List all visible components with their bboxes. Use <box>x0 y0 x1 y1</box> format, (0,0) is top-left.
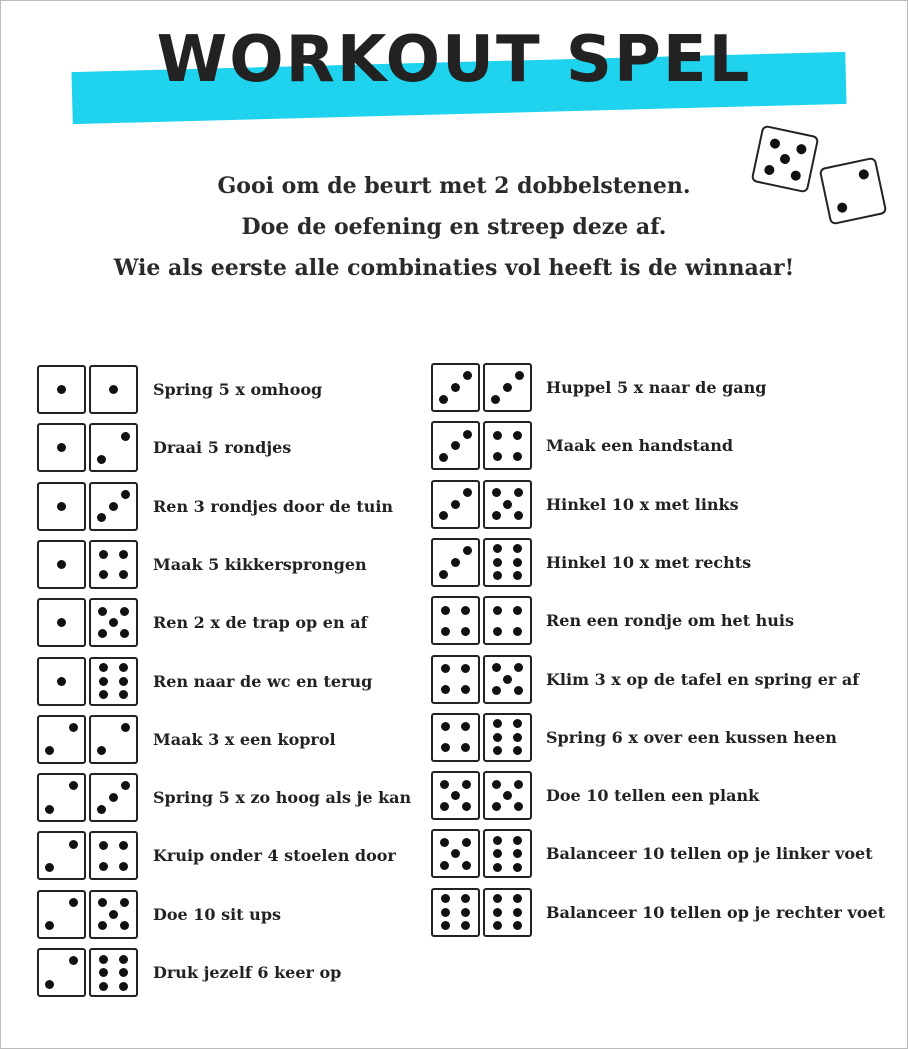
pip <box>493 719 502 728</box>
pip <box>451 558 460 567</box>
intro-line-3: Wie als eerste alle combinaties vol heeft is de winnaar! <box>113 255 795 281</box>
pip <box>98 921 107 930</box>
pip <box>461 627 470 636</box>
pip <box>492 488 501 497</box>
die-face-5 <box>431 771 480 820</box>
die-face-1 <box>89 365 138 414</box>
pip <box>121 781 130 790</box>
pip <box>492 686 501 695</box>
pip <box>45 863 54 872</box>
pip <box>493 606 502 615</box>
intro-text <box>0 166 908 289</box>
die-face-3 <box>431 480 480 529</box>
pip <box>514 663 523 672</box>
pip <box>493 836 502 845</box>
pip <box>513 627 522 636</box>
die-face-6 <box>431 888 480 937</box>
die-face-3 <box>431 421 480 470</box>
die-face-5 <box>483 771 532 820</box>
pip <box>441 685 450 694</box>
pip <box>493 921 502 930</box>
pip <box>779 153 791 165</box>
pip <box>493 849 502 858</box>
pip <box>513 894 522 903</box>
exercise-label: Doe 10 tellen een plank <box>546 786 760 806</box>
pip <box>795 143 807 155</box>
pip <box>493 544 502 553</box>
pip <box>99 862 108 871</box>
pip <box>119 968 128 977</box>
pip <box>119 550 128 559</box>
die-face-1 <box>37 540 86 589</box>
pip <box>492 511 501 520</box>
exercise-label: Druk jezelf 6 keer op <box>153 963 342 982</box>
pip <box>503 675 512 684</box>
pip <box>451 849 460 858</box>
pip <box>119 690 128 699</box>
pip <box>99 968 108 977</box>
pip <box>513 719 522 728</box>
pip <box>119 570 128 579</box>
pip <box>120 921 129 930</box>
pip <box>69 898 78 907</box>
pip <box>441 627 450 636</box>
pip <box>463 430 472 439</box>
pip <box>57 443 66 452</box>
pip <box>493 746 502 755</box>
pip <box>441 743 450 752</box>
pip <box>513 606 522 615</box>
die-face-4 <box>89 540 138 589</box>
pip <box>513 558 522 567</box>
pip <box>462 802 471 811</box>
pip <box>493 908 502 917</box>
die-face-2 <box>37 773 86 822</box>
pip <box>513 921 522 930</box>
exercise-label: Spring 5 x omhoog <box>153 380 323 399</box>
exercise-label: Ren 2 x de trap op en af <box>153 613 368 633</box>
pip <box>491 395 500 404</box>
exercise-label: Doe 10 sit ups <box>153 904 282 924</box>
pip <box>97 805 106 814</box>
pip <box>514 511 523 520</box>
die-face-6 <box>483 538 532 587</box>
pip <box>98 898 107 907</box>
die-face-3 <box>89 773 138 822</box>
pip <box>440 838 449 847</box>
pip <box>492 802 501 811</box>
pip <box>493 431 502 440</box>
die-face-3 <box>89 482 138 531</box>
pip <box>121 490 130 499</box>
pip <box>463 546 472 555</box>
pip <box>493 733 502 742</box>
pip <box>513 571 522 580</box>
pip <box>451 500 460 509</box>
pip <box>513 836 522 845</box>
die-face-5 <box>89 598 138 647</box>
pip <box>461 664 470 673</box>
die-face-5 <box>483 655 532 704</box>
die-face-3 <box>431 538 480 587</box>
pip <box>513 849 522 858</box>
pip <box>119 955 128 964</box>
exercise-label: Ren naar de wc en terug <box>153 671 373 691</box>
pip <box>493 452 502 461</box>
pip <box>461 743 470 752</box>
pip <box>120 898 129 907</box>
die-face-1 <box>37 598 86 647</box>
die-face-6 <box>89 948 138 997</box>
exercise-label: Huppel 5 x naar de gang <box>546 378 767 397</box>
pip <box>503 791 512 800</box>
pip <box>57 618 66 627</box>
pip <box>439 453 448 462</box>
pip <box>439 395 448 404</box>
exercise-label: Spring 6 x over een kussen heen <box>546 727 837 747</box>
exercise-label: Hinkel 10 x met rechts <box>546 552 752 572</box>
pip <box>57 560 66 569</box>
die-face-6 <box>483 829 532 878</box>
pip <box>463 488 472 497</box>
exercise-label: Ren een rondje om het huis <box>546 611 794 631</box>
die-face-2 <box>37 715 86 764</box>
pip <box>463 371 472 380</box>
pip <box>121 723 130 732</box>
die-face-1 <box>37 423 86 472</box>
die-face-5 <box>89 890 138 939</box>
pip <box>462 861 471 870</box>
die-face-2 <box>37 831 86 880</box>
die-face-2 <box>89 423 138 472</box>
pip <box>461 921 470 930</box>
intro-line-1: Gooi om de beurt met 2 dobbelstenen. <box>217 173 691 199</box>
pip <box>451 791 460 800</box>
pip <box>514 780 523 789</box>
pip <box>119 663 128 672</box>
pip <box>120 607 129 616</box>
pip <box>97 455 106 464</box>
pip <box>109 618 118 627</box>
pip <box>441 908 450 917</box>
pip <box>769 137 781 149</box>
pip <box>98 629 107 638</box>
pip <box>493 571 502 580</box>
pip <box>513 746 522 755</box>
exercise-label: Maak een handstand <box>546 436 734 456</box>
pip <box>514 802 523 811</box>
exercise-label: Maak 5 kikkersprongen <box>153 554 367 574</box>
pip <box>57 677 66 686</box>
pip <box>515 371 524 380</box>
die-face-1 <box>37 482 86 531</box>
die-face-4 <box>431 596 480 645</box>
pip <box>513 908 522 917</box>
die-face-5 <box>483 480 532 529</box>
page-title: WORKOUT SPEL <box>156 23 752 97</box>
pip <box>513 452 522 461</box>
pip <box>69 781 78 790</box>
exercise-label: Kruip onder 4 stoelen door <box>153 846 396 866</box>
die-face-4 <box>431 713 480 762</box>
pip <box>99 955 108 964</box>
pip <box>451 441 460 450</box>
die-face-5 <box>431 829 480 878</box>
pip <box>451 383 460 392</box>
pip <box>99 982 108 991</box>
pip <box>99 841 108 850</box>
pip <box>440 861 449 870</box>
pip <box>514 488 523 497</box>
pip <box>441 722 450 731</box>
pip <box>57 385 66 394</box>
pip <box>97 746 106 755</box>
die-face-2 <box>37 890 86 939</box>
pip <box>120 629 129 638</box>
pip <box>513 733 522 742</box>
die-face-2 <box>89 715 138 764</box>
pip <box>439 570 448 579</box>
die-face-4 <box>483 421 532 470</box>
pip <box>99 570 108 579</box>
pip <box>462 838 471 847</box>
exercise-label: Draai 5 rondjes <box>153 438 292 458</box>
pip <box>45 980 54 989</box>
pip <box>441 894 450 903</box>
pip <box>121 432 130 441</box>
pip <box>99 663 108 672</box>
pip <box>99 550 108 559</box>
die-face-6 <box>483 888 532 937</box>
pip <box>57 502 66 511</box>
pip <box>441 606 450 615</box>
die-face-3 <box>483 363 532 412</box>
pip <box>462 780 471 789</box>
exercise-label: Maak 3 x een koprol <box>153 729 336 749</box>
pip <box>461 722 470 731</box>
die-face-2 <box>37 948 86 997</box>
pip <box>439 511 448 520</box>
exercise-label: Balanceer 10 tellen op je linker voet <box>546 844 873 864</box>
pip <box>441 664 450 673</box>
pip <box>119 677 128 686</box>
pip <box>492 780 501 789</box>
pip <box>461 894 470 903</box>
die-face-4 <box>89 831 138 880</box>
pip <box>97 513 106 522</box>
pip <box>109 793 118 802</box>
die-face-1 <box>37 657 86 706</box>
pip <box>461 685 470 694</box>
die-face-4 <box>431 655 480 704</box>
pip <box>99 690 108 699</box>
pip <box>440 802 449 811</box>
pip <box>503 500 512 509</box>
exercise-label: Ren 3 rondjes door de tuin <box>153 496 394 516</box>
pip <box>109 502 118 511</box>
pip <box>98 607 107 616</box>
intro-line-2: Doe de oefening en streep deze af. <box>241 214 667 240</box>
die-face-4 <box>483 596 532 645</box>
pip <box>493 863 502 872</box>
pip <box>119 841 128 850</box>
pip <box>461 606 470 615</box>
pip <box>493 627 502 636</box>
exercise-label: Klim 3 x op de tafel en spring er af <box>546 669 860 689</box>
die-face-3 <box>431 363 480 412</box>
pip <box>493 558 502 567</box>
die-face-1 <box>37 365 86 414</box>
pip <box>109 910 118 919</box>
pip <box>45 805 54 814</box>
pip <box>119 982 128 991</box>
pip <box>99 677 108 686</box>
pip <box>461 908 470 917</box>
pip <box>513 431 522 440</box>
die-face-6 <box>89 657 138 706</box>
exercise-label: Hinkel 10 x met links <box>546 494 739 514</box>
pip <box>492 663 501 672</box>
pip <box>69 723 78 732</box>
pip <box>513 544 522 553</box>
die-face-6 <box>483 713 532 762</box>
pip <box>45 746 54 755</box>
pip <box>513 863 522 872</box>
exercise-label: Balanceer 10 tellen op je rechter voet <box>546 902 886 922</box>
title-banner <box>0 0 908 130</box>
pip <box>69 956 78 965</box>
exercise-label: Spring 5 x zo hoog als je kan <box>153 788 412 808</box>
pip <box>514 686 523 695</box>
pip <box>69 840 78 849</box>
pip <box>440 780 449 789</box>
pip <box>493 894 502 903</box>
pip <box>109 385 118 394</box>
pip <box>503 383 512 392</box>
pip <box>45 921 54 930</box>
pip <box>119 862 128 871</box>
pip <box>441 921 450 930</box>
